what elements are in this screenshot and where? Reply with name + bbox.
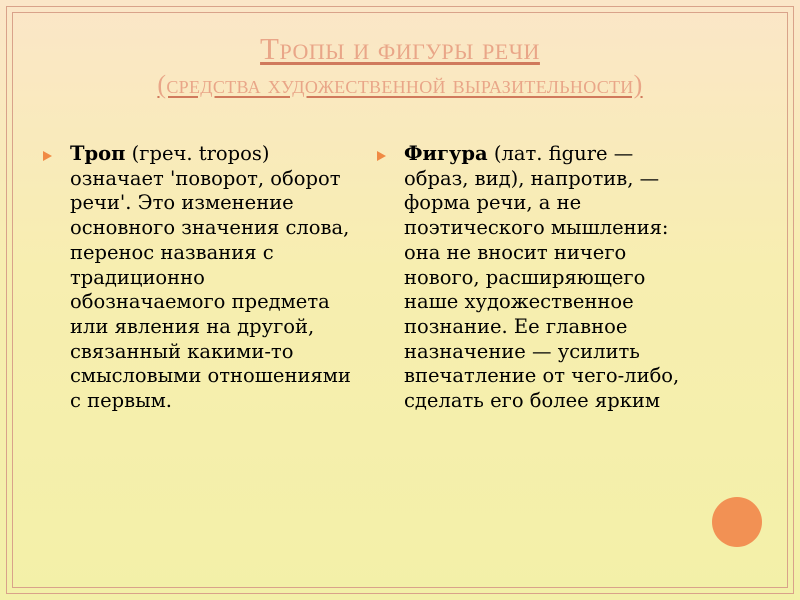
right-definition: (лат. figure — образ, вид), напротив, — форма речи, а не поэтического мышления: она не вносит ничего нового, расширяющего наше художественное познание. Ее главное назначение — усилить впечатление от чего-либо, сделать его более ярким [404, 142, 680, 413]
title-line-1: Тропы и фигуры речи [260, 31, 540, 66]
left-bullet-item [70, 142, 355, 414]
bullet-arrow-icon [43, 151, 52, 161]
slide-title [40, 30, 760, 101]
right-term: Фигура [404, 142, 488, 165]
decorative-circle [712, 497, 762, 547]
right-bullet-item [404, 142, 688, 414]
title-line-2: (средства художественной выразительности) [157, 69, 643, 99]
left-term: Троп [70, 142, 126, 165]
left-definition: (греч. tropos) означает 'поворот, оборот речи'. Это изменение основного значения слова, перенос названия с традиционно обозначаемого предмета или явления на другой, связанный какими-то смысловыми отношениями с первым. [70, 142, 351, 413]
bullet-arrow-icon [377, 151, 386, 161]
